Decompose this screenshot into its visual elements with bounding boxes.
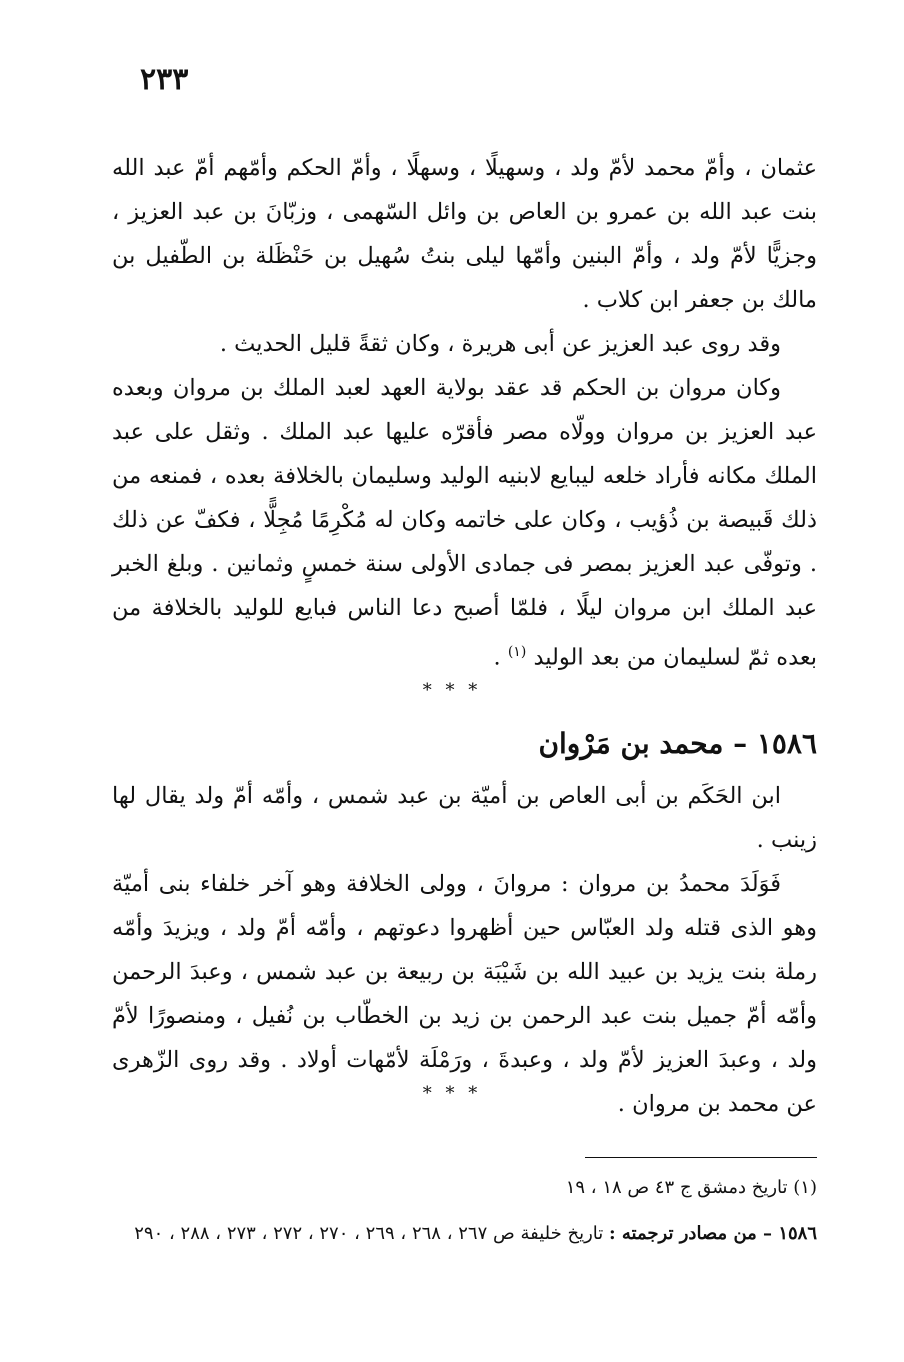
paragraph-succession-text: وكان مروان بن الحكم قد عقد بولاية العهد لعبد الملك بن مروان وبعده عبد العزيز بن مروان وولّاه مصر فأقرّه عليها عبد الملك . وثقل على عبد الملك مكانه فأراد خلعه ليبايع لابنيه الوليد وسليمان بالخلافة بعده ، فمنعه من ذلك قَبيصة بن ذُؤيب ، وكان على خاتمه وكان له مُكْرِمًا مُجِلًّا ، فكفّ عن ذلك . وتوفّى عبد العزيز بمصر فى جمادى الأولى سنة خمسٍ وثمانين . وبلغ الخبر عبد الملك ابن مروان ليلًا ، فلمّا أصبح دعا الناس فبايع للوليد بالخلافة من بعده ثمّ لسليمان من بعد الوليد [112, 375, 817, 671]
entry-heading: ١٥٨٦ – محمد بن مَرْوان [538, 727, 817, 760]
paragraph-offspring: فَوَلَدَ محمدُ بن مروان : مروانَ ، وولى الخلافة وهو آخر خلفاء بنى أميّة وهو الذى قتله ولد العبّاس حين أظهروا دعوتهم ، وأمّه أمّ ولد ، ويزيدَ وأمّه رملة بنت يزيد بن عبيد الله بن شَيْبَة بن ربيعة بن عبد شمس ، وعبدَ الرحمن وأمّه أمّ جميل بنت عبد الرحمن بن زيد بن الخطّاب بن نُفيل ، ومنصورًا لأمّ ولد ، وعبدَ العزيز لأمّ ولد ، وعبدةَ ، ورَمْلَة لأمّهات أولاد . وقد روى الزّهرى عن محمد بن مروان . [112, 871, 817, 1117]
page-number: ٢٣٣ [140, 62, 189, 97]
paragraph-narration: وقد روى عبد العزيز عن أبى هريرة ، وكان ثقةً قليل الحديث . [219, 331, 781, 357]
footnote-sources-body: تاريخ خليفة ص ٢٦٧ ، ٢٦٨ ، ٢٦٩ ، ٢٧٠ ، ٢٧٢ ، ٢٧٣ ، ٢٨٨ ، ٢٩٠ [134, 1223, 609, 1244]
footnote-1: (١) تاريخ دمشق ج ٤٣ ص ١٨ ، ١٩ [565, 1177, 817, 1198]
paragraph-succession [112, 366, 817, 680]
footnote-reference[interactable]: (١) [507, 644, 527, 660]
paragraph-end-mark: . [493, 644, 508, 671]
paragraph-lineage: ابن الحَكَم بن أبى العاص بن أميّة بن عبد شمس ، وأمّه أمّ ولد يقال لها زينب . [112, 783, 817, 853]
biography-continuation [112, 146, 817, 680]
biography-entry-1586 [112, 720, 817, 1126]
paragraph-children-list: عثمان ، وأمّ محمد لأمّ ولد ، وسهيلًا ، وسهلًا ، وأمّ الحكم وأمّهم أمّ عبد الله بنت عبد الله بن عمرو بن العاص بن وائل السّهمى ، وزبّانَ بن عبد العزيز ، وجزيًّا لأمّ ولد ، وأمّ البنين وأمّها ليلى بنتُ سُهيل بن حَنْظَلة بن الطّفيل بن مالك بن جعفر ابن كلاب . [112, 155, 817, 313]
section-separator: * * * [422, 1083, 482, 1104]
footnote-sources-heading: ١٥٨٦ – من مصادر ترجمته : [609, 1223, 817, 1244]
footnotes [112, 1170, 817, 1252]
section-separator: * * * [422, 680, 482, 701]
footnote-divider [585, 1157, 817, 1158]
footnote-sources [112, 1216, 817, 1252]
